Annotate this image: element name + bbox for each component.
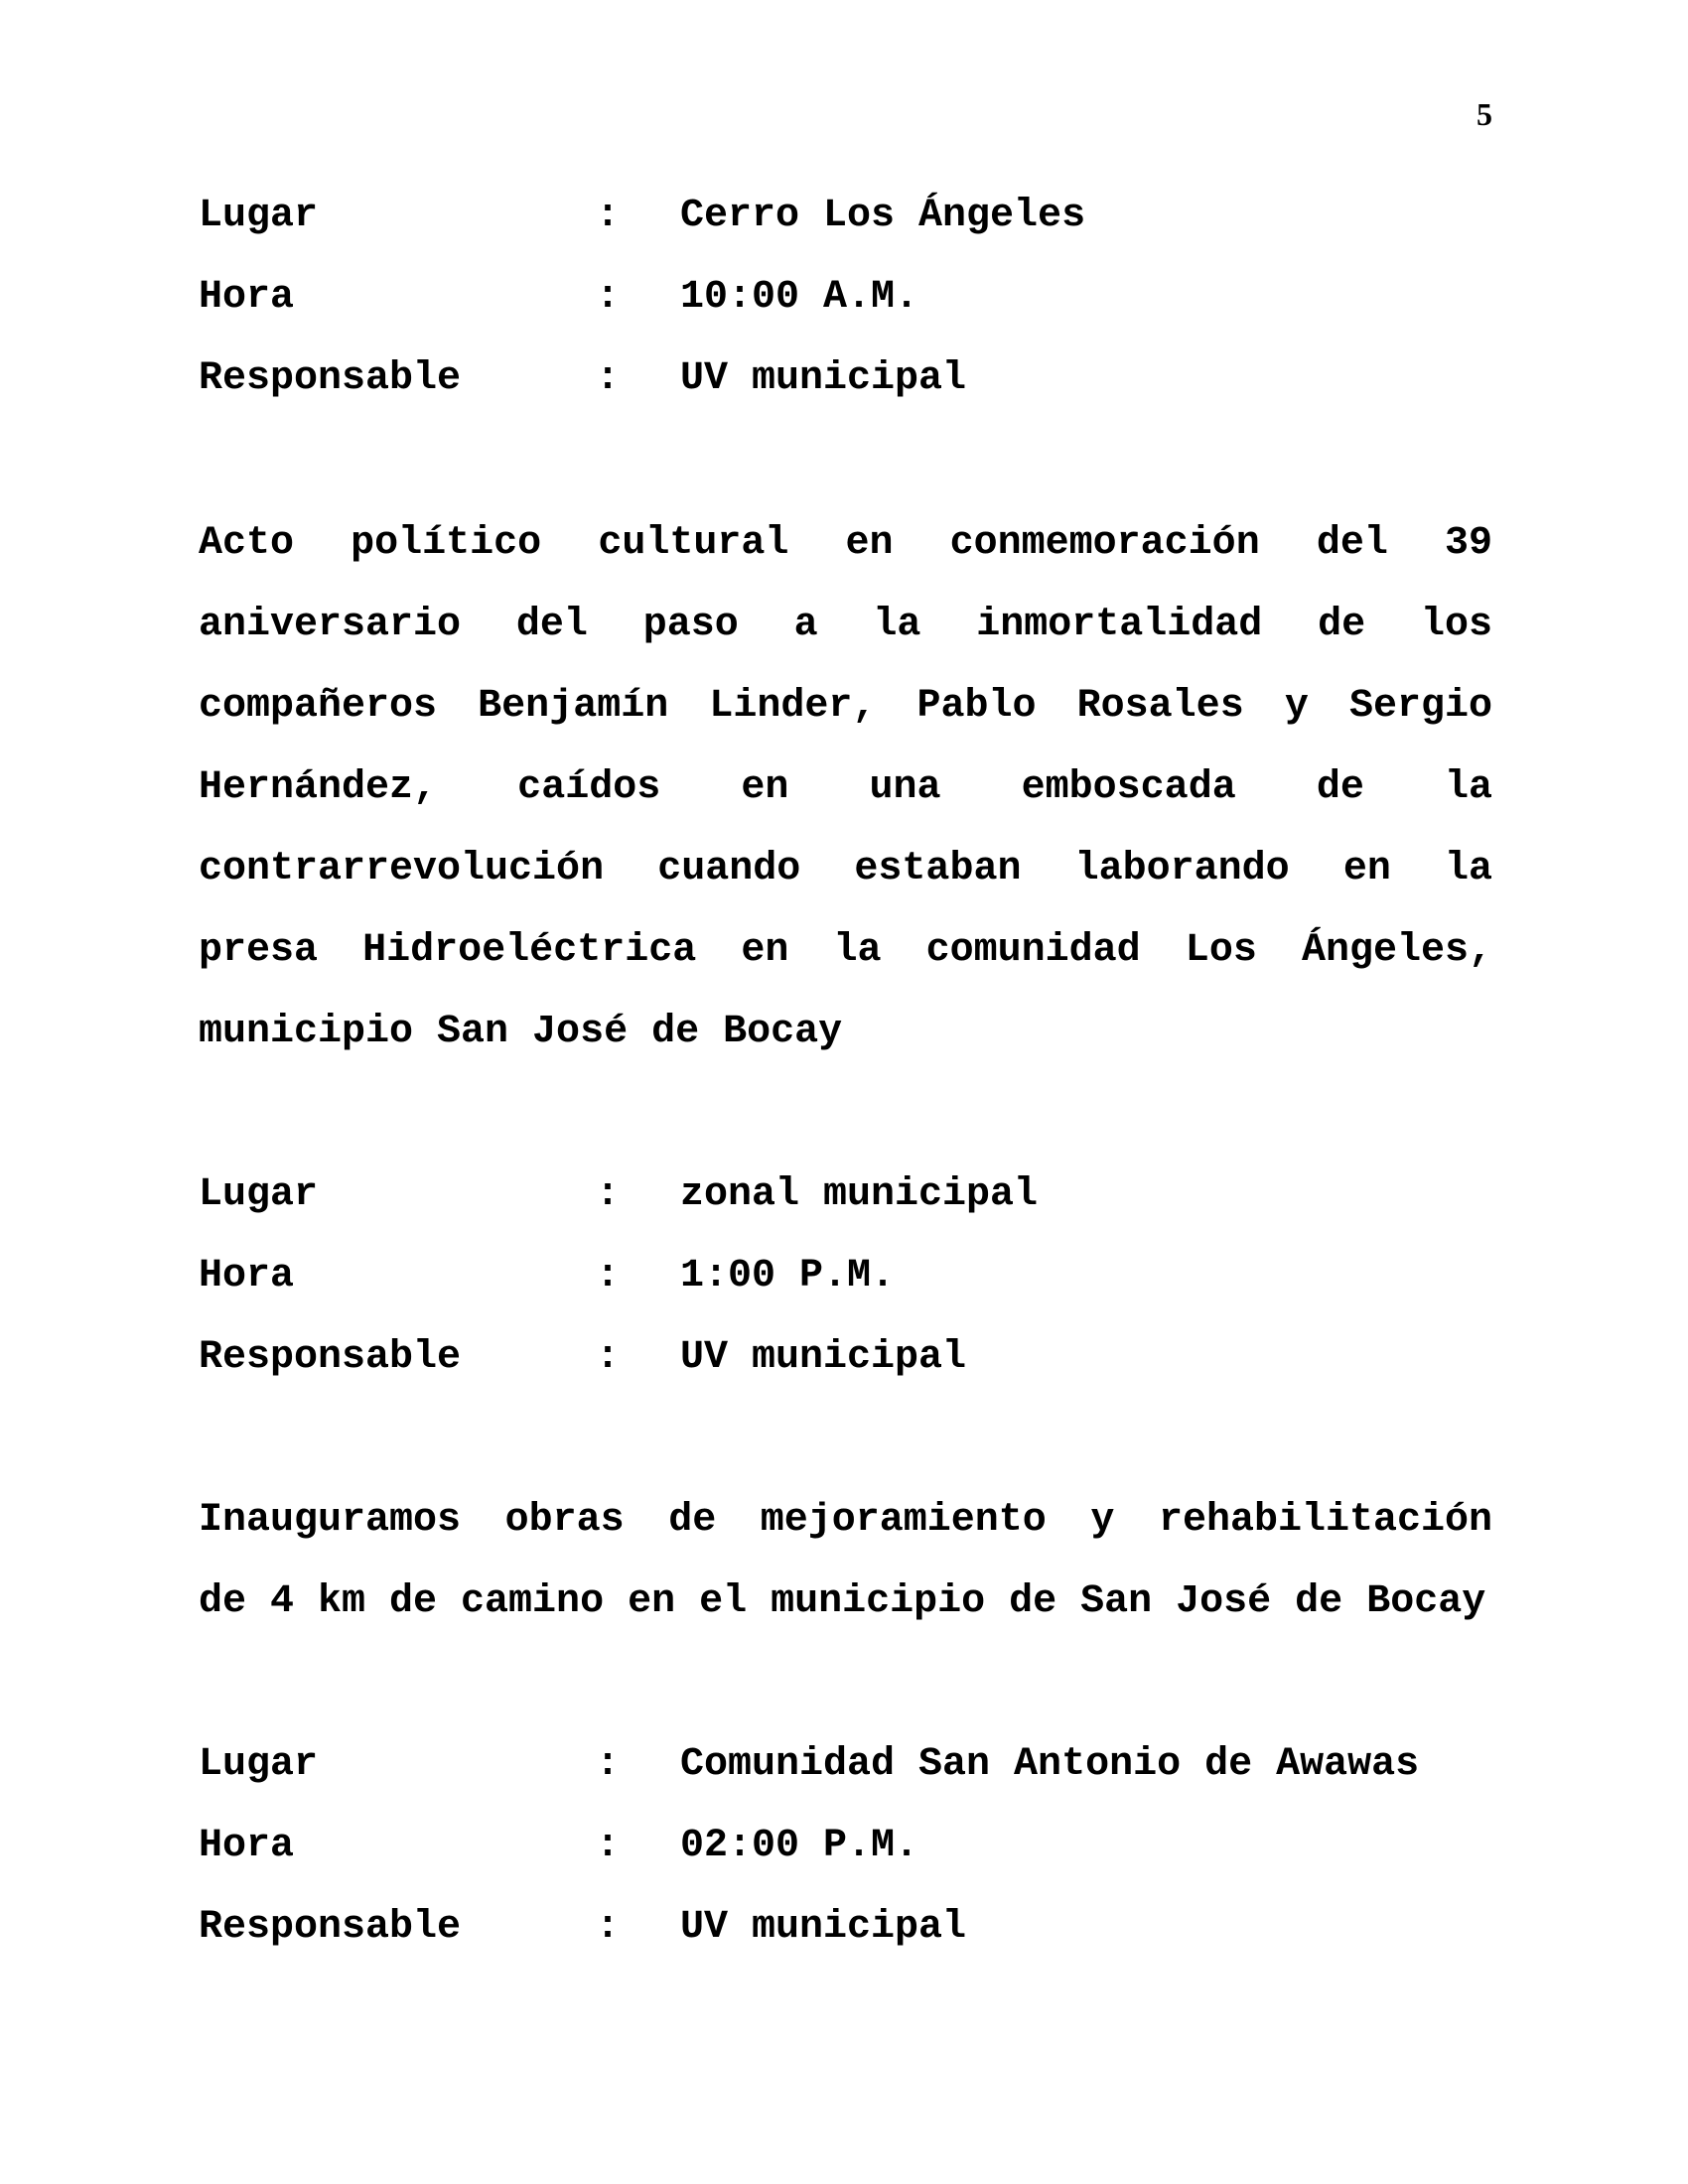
field-value: 10:00 A.M.	[680, 275, 919, 320]
paragraph-line: de 4 km de camino en el municipio de San José de Bocay	[199, 1579, 1486, 1624]
field-row-hora	[199, 257, 1492, 339]
field-separator: :	[596, 275, 621, 320]
field-label: Lugar	[199, 194, 319, 238]
field-separator: :	[596, 356, 621, 401]
field-row-lugar	[199, 1724, 1492, 1806]
field-label: Lugar	[199, 1172, 319, 1217]
event3-description-paragraph	[199, 1480, 1492, 1643]
field-separator: :	[596, 1172, 621, 1217]
paragraph-line: aniversario del paso a la inmortalidad de los	[199, 603, 1492, 647]
field-row-responsable	[199, 1887, 1492, 1969]
event1-fields	[199, 176, 1492, 420]
event3-fields	[199, 1724, 1492, 1969]
field-row-hora	[199, 1236, 1492, 1317]
field-row-responsable	[199, 339, 1492, 420]
field-value: UV municipal	[680, 1335, 967, 1380]
field-label: Responsable	[199, 1905, 462, 1950]
field-label: Responsable	[199, 356, 462, 401]
event2-fields	[199, 1155, 1492, 1399]
field-value: 1:00 P.M.	[680, 1254, 896, 1298]
field-separator: :	[596, 1335, 621, 1380]
field-label: Hora	[199, 275, 295, 320]
field-row-lugar	[199, 176, 1492, 257]
field-value: zonal municipal	[680, 1172, 1039, 1217]
paragraph-line: Acto político cultural en conmemoración del 39	[199, 521, 1492, 566]
paragraph-line: presa Hidroeléctrica en la comunidad Los Ángeles,	[199, 928, 1492, 973]
field-separator: :	[596, 1905, 621, 1950]
field-row-responsable	[199, 1317, 1492, 1399]
event2-description-paragraph	[199, 503, 1492, 1073]
field-separator: :	[596, 1824, 621, 1868]
field-value: Cerro Los Ángeles	[680, 194, 1086, 238]
field-value: 02:00 P.M.	[680, 1824, 919, 1868]
paragraph-line: Hernández, caídos en una emboscada de la	[199, 765, 1492, 810]
field-label: Lugar	[199, 1742, 319, 1787]
field-row-hora	[199, 1806, 1492, 1887]
page-number: 5	[1477, 96, 1492, 132]
paragraph-line: compañeros Benjamín Linder, Pablo Rosales y Sergio	[199, 684, 1492, 729]
field-value: UV municipal	[680, 356, 967, 401]
field-label: Responsable	[199, 1335, 462, 1380]
field-value: Comunidad San Antonio de Awawas	[680, 1742, 1420, 1787]
field-label: Hora	[199, 1824, 295, 1868]
field-value: UV municipal	[680, 1905, 967, 1950]
field-row-lugar	[199, 1155, 1492, 1236]
paragraph-line: Inauguramos obras de mejoramiento y rehabilitación	[199, 1498, 1492, 1543]
field-separator: :	[596, 1742, 621, 1787]
field-separator: :	[596, 1254, 621, 1298]
field-separator: :	[596, 194, 621, 238]
paragraph-line: contrarrevolución cuando estaban laborando en la	[199, 847, 1492, 891]
field-label: Hora	[199, 1254, 295, 1298]
paragraph-line: municipio San José de Bocay	[199, 1010, 843, 1054]
